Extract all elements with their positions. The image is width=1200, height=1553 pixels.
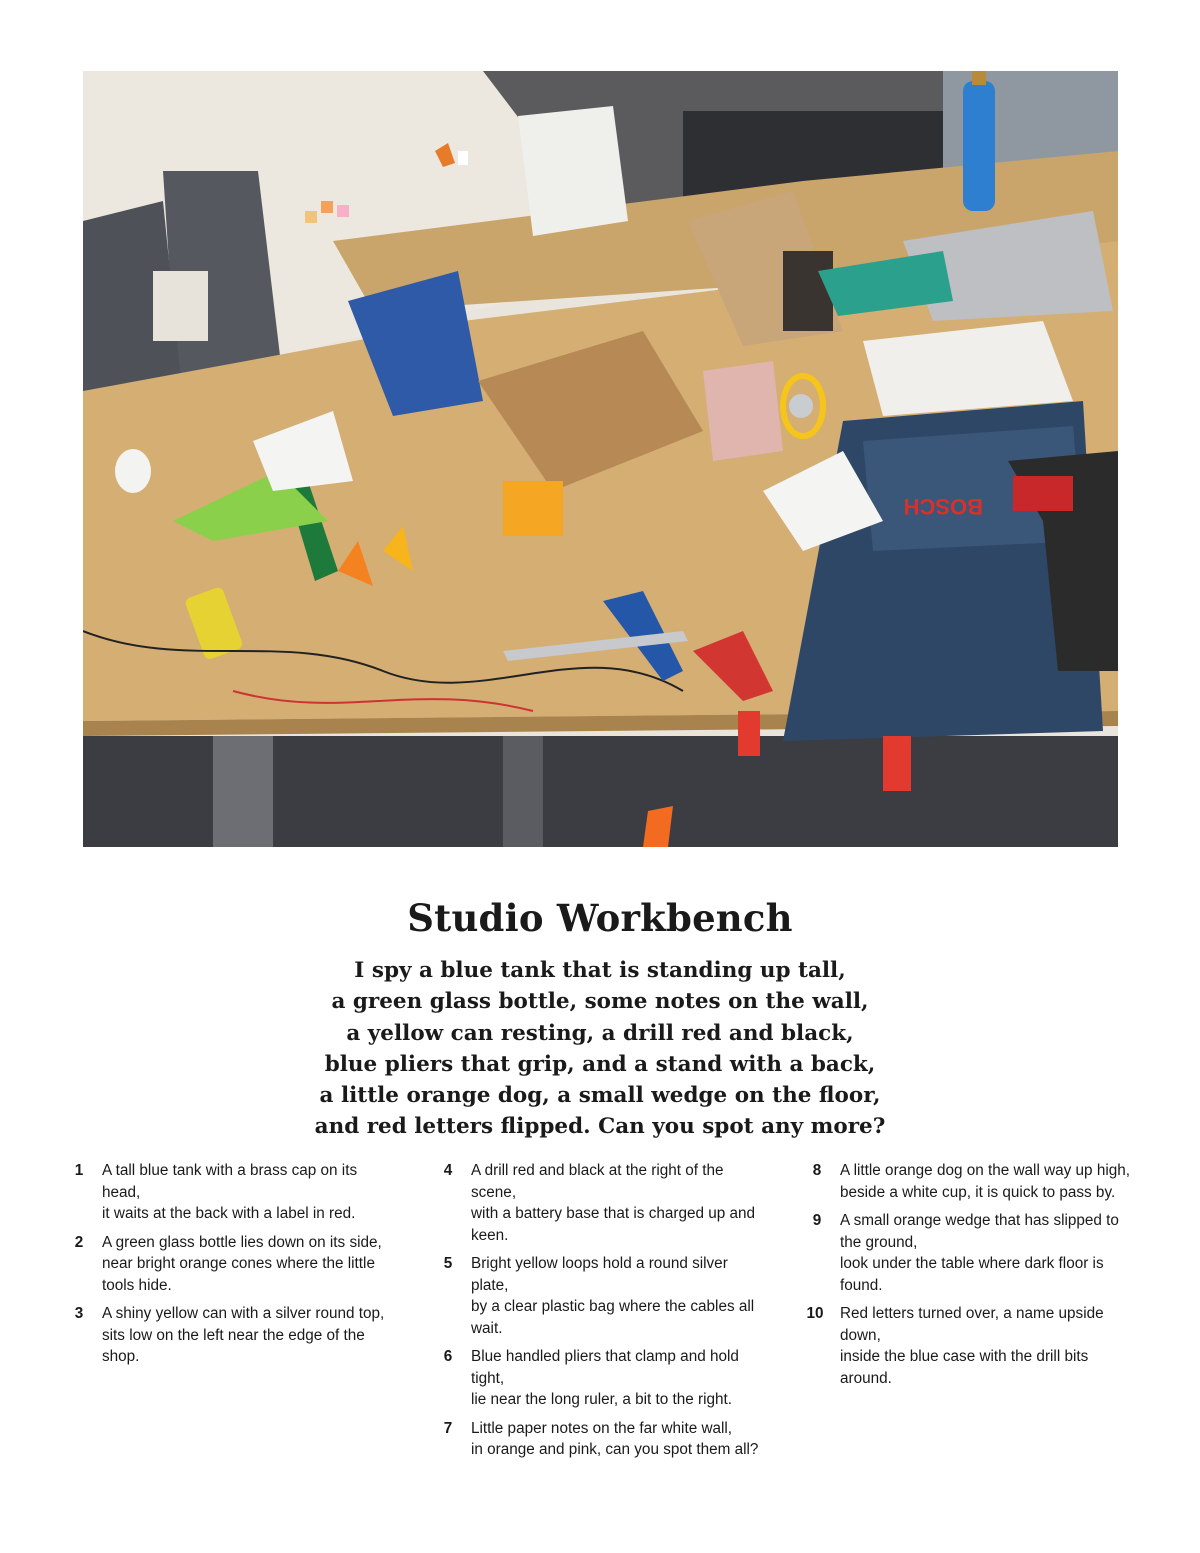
clue-line: Little paper notes on the far white wall, <box>471 1419 733 1437</box>
clue-number: 8 <box>812 1162 822 1179</box>
clue-line: with a battery base that is charged up and keen. <box>471 1205 756 1244</box>
clue-line: Blue handled pliers that clamp and hold tight, <box>471 1348 739 1387</box>
clue-line: by a clear plastic bag where the cables all wait. <box>471 1298 755 1337</box>
poem-line: a green glass bottle, some notes on the wall, <box>331 989 869 1015</box>
poem-line: I spy a blue tank that is standing up tall, <box>354 958 846 983</box>
clue-line: inside the blue case with the drill bits around. <box>840 1348 1089 1387</box>
clue-item <box>434 1418 764 1461</box>
clue-line: near bright orange cones where the little tools hide. <box>102 1255 375 1294</box>
clue-line: sits low on the left near the edge of the shop. <box>102 1326 365 1365</box>
clue-number: 7 <box>443 1419 453 1437</box>
clue-number: 10 <box>806 1305 824 1322</box>
clue-line: Red letters turned over, a name upside down, <box>840 1305 1104 1344</box>
clue-item <box>65 1303 395 1368</box>
clue-column <box>434 1160 764 1468</box>
clue-number: 1 <box>74 1162 84 1179</box>
clue-line: A tall blue tank with a brass cap on its head, <box>102 1162 358 1201</box>
clue-number: 2 <box>74 1233 84 1251</box>
clue-number: 3 <box>74 1305 84 1322</box>
clue-item <box>65 1232 395 1297</box>
clue-line: Bright yellow loops hold a round silver plate, <box>471 1255 728 1294</box>
clue-line: A little orange dog on the wall way up high, <box>840 1162 1130 1179</box>
poem <box>0 955 1200 1143</box>
clue-item <box>65 1160 395 1225</box>
clue-line: A green glass bottle lies down on its side, <box>102 1233 382 1251</box>
poem-line: a yellow can resting, a drill red and black, <box>346 1020 854 1046</box>
clue-item <box>434 1253 764 1339</box>
clue-line: beside a white cup, it is quick to pass by. <box>840 1183 1116 1201</box>
clue-number: 5 <box>443 1255 453 1272</box>
clue-line: A shiny yellow can with a silver round top, <box>102 1305 385 1322</box>
clue-line: look under the table where dark floor is found. <box>840 1255 1104 1294</box>
clue-item <box>803 1210 1133 1296</box>
clue-line: A drill red and black at the right of the scene, <box>471 1162 724 1201</box>
svg-text:BOSCH: BOSCH <box>903 494 983 519</box>
clue-line: in orange and pink, can you spot them all? <box>471 1441 759 1458</box>
clue-line: lie near the long ruler, a bit to the right. <box>471 1391 733 1408</box>
clue-number: 4 <box>443 1162 453 1179</box>
poem-line: and red letters flipped. Can you spot any more? <box>314 1114 886 1140</box>
clue-line: it waits at the back with a label in red. <box>102 1205 356 1222</box>
poem-line: blue pliers that grip, and a stand with a back, <box>324 1051 876 1077</box>
clue-column <box>65 1160 395 1375</box>
workbench-photo-illustration <box>83 71 1118 847</box>
clue-number: 6 <box>443 1348 453 1365</box>
clue-item <box>434 1160 764 1246</box>
poem-line: a little orange dog, a small wedge on the floor, <box>319 1083 881 1109</box>
clue-line: A small orange wedge that has slipped to the ground, <box>840 1212 1119 1251</box>
clue-number: 9 <box>812 1212 822 1229</box>
clue-item <box>803 1303 1133 1389</box>
clue-item <box>803 1160 1133 1203</box>
clue-column <box>803 1160 1133 1396</box>
clue-item <box>434 1346 764 1411</box>
page-title: Studio Workbench <box>407 896 793 940</box>
workbench-photo <box>83 71 1118 847</box>
